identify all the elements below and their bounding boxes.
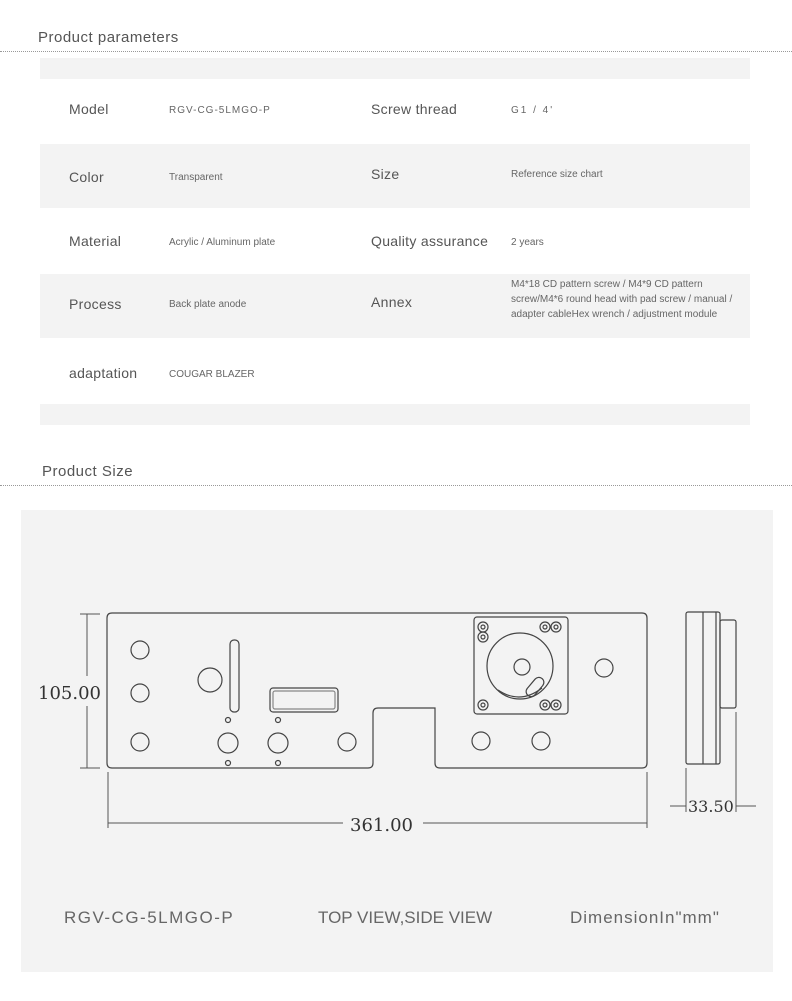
hole <box>595 659 613 677</box>
label-quality-assurance: Quality assurance <box>371 233 489 249</box>
label-color: Color <box>69 169 104 185</box>
value-process: Back plate anode <box>169 299 247 310</box>
hole <box>532 732 550 750</box>
hole <box>218 733 238 753</box>
value-model: RGV-CG-5LMGO-P <box>169 105 271 116</box>
depth-dimension: 33.50 <box>688 797 734 816</box>
hole <box>338 733 356 751</box>
hole <box>131 733 149 751</box>
hole <box>472 732 490 750</box>
parameters-title: Product parameters <box>38 29 179 46</box>
hole <box>131 641 149 659</box>
hole <box>268 733 288 753</box>
label-screw-thread: Screw thread <box>371 101 458 117</box>
width-dimension: 361.00 <box>350 815 413 836</box>
caption-model: RGV-CG-5LMGO-P <box>64 908 235 927</box>
hole <box>131 684 149 702</box>
value-material: Acrylic / Aluminum plate <box>169 237 276 248</box>
round-port <box>198 668 222 692</box>
plate-outline <box>107 613 647 768</box>
label-size: Size <box>371 166 400 182</box>
label-model: Model <box>69 101 109 117</box>
value-annex: M4*18 CD pattern screw / M4*9 CD pattern screw/M4*6 round head with pad screw / manual / adapter cableHex wrench / adjustment module <box>511 279 733 320</box>
label-strip <box>230 640 239 712</box>
size-title: Product Size <box>42 463 134 480</box>
value-quality-assurance: 2 years <box>511 237 544 248</box>
label-adaptation: adaptation <box>69 365 138 381</box>
caption-view: TOP VIEW,SIDE VIEW <box>318 908 493 927</box>
value-screw-thread: G1 / 4' <box>511 105 555 116</box>
label-process: Process <box>69 296 122 312</box>
caption-unit: DimensionIn"mm" <box>570 908 720 927</box>
value-adaptation: COUGAR BLAZER <box>169 369 255 380</box>
height-dimension: 105.00 <box>38 683 101 704</box>
value-color: Transparent <box>169 172 223 183</box>
value-size: Reference size chart <box>511 169 603 180</box>
label-annex: Annex <box>371 294 413 310</box>
label-material: Material <box>69 233 122 249</box>
